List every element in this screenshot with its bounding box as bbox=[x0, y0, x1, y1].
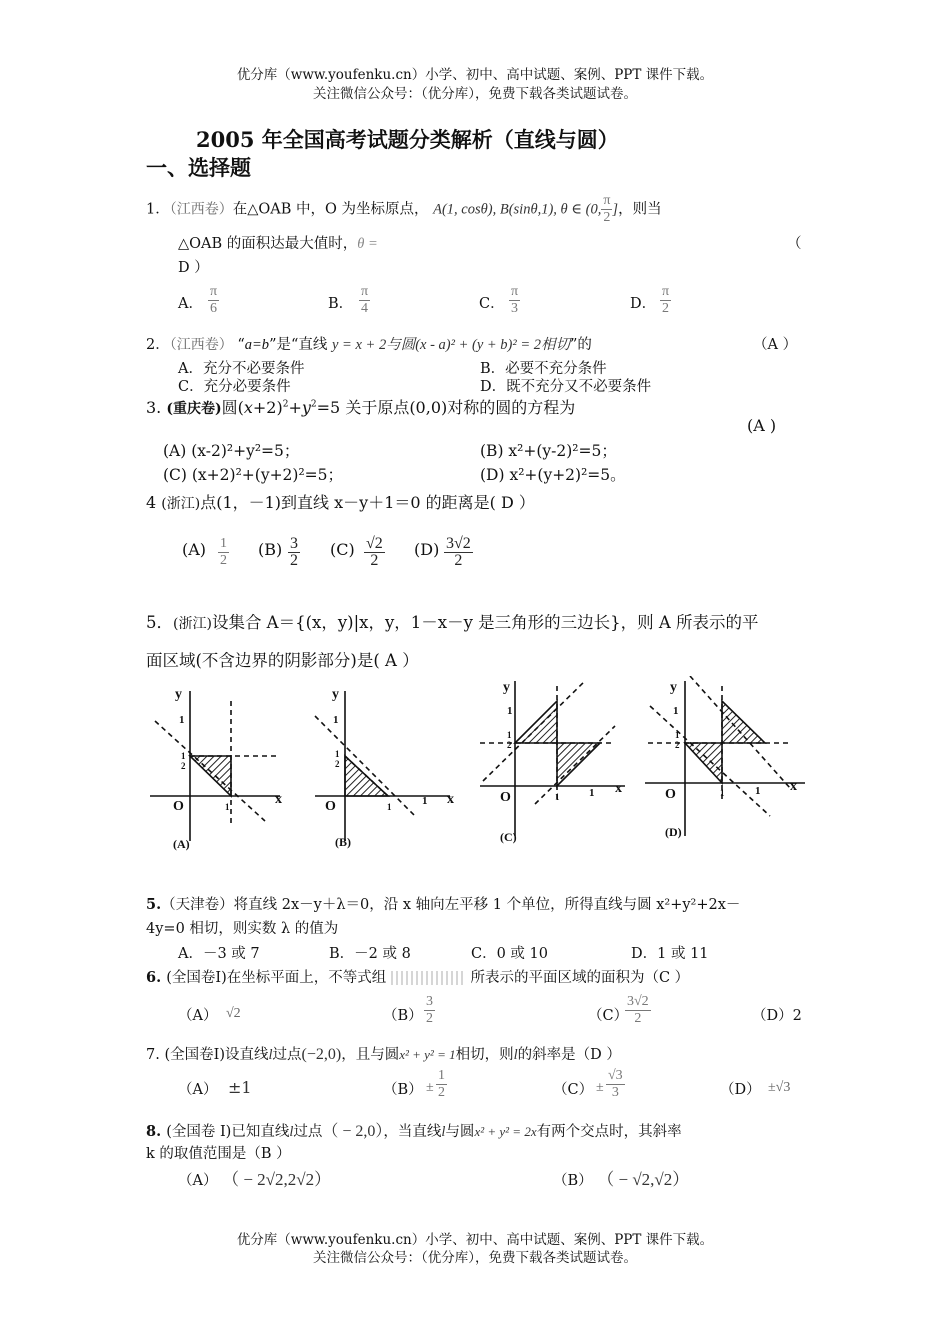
question-2 bbox=[146, 333, 592, 354]
fig-a-graph bbox=[150, 691, 280, 841]
q8-text-a: 已知直线 bbox=[231, 1124, 290, 1140]
q6-frac-c: $\frac{3√2}{2}$ bbox=[627, 994, 649, 1026]
fig-a-origin: O bbox=[173, 799, 184, 814]
q7-frac-b: $\frac{1}{2}$ bbox=[438, 1068, 445, 1100]
q6-text: 在坐标平面上，不等式组 bbox=[226, 970, 387, 986]
fig-b-xhalf: 1 bbox=[387, 802, 392, 812]
q7-opt-b: （B） bbox=[383, 1082, 423, 1098]
q8-text-d: 与圆 bbox=[445, 1124, 475, 1140]
q1-text: 在△OAB 中，O 为坐标原点， bbox=[232, 201, 429, 218]
question-8 bbox=[146, 1118, 682, 1141]
q1-opt-c: C． bbox=[479, 296, 505, 312]
q3-opt-b: (B) x²+(y-2)²=5； bbox=[480, 442, 617, 460]
fig-a-half-den: 2 bbox=[181, 761, 186, 771]
q2-number: 2． bbox=[146, 337, 170, 353]
q6-opt-d: （D）2 bbox=[752, 1008, 802, 1024]
fig-b-label: (B) bbox=[335, 835, 351, 849]
q7-text-e: 的斜率是（D ） bbox=[517, 1047, 621, 1063]
q6-source: (全国卷Ⅰ) bbox=[166, 970, 227, 986]
fig-d-graph bbox=[645, 676, 805, 836]
q7-val-b-sign: ± bbox=[426, 1080, 434, 1095]
q1-opt-d: D． bbox=[630, 296, 657, 312]
q8-val-b: （ − √2,√2） bbox=[597, 1170, 690, 1189]
fig-d-label: (D) bbox=[665, 825, 682, 839]
q6-frac-b: $\frac{3}{2}$ bbox=[426, 994, 433, 1026]
fig-a-one: 1 bbox=[179, 714, 185, 726]
q8-l-2: l bbox=[441, 1124, 446, 1140]
fig-c-label: (C) bbox=[500, 830, 517, 844]
q8-opt-b: （B） bbox=[553, 1173, 593, 1189]
q7-opt-a: （A） bbox=[178, 1082, 218, 1098]
q1-answer: D ） bbox=[178, 260, 209, 276]
page-title: 2005 年全国高考试题分类解析（直线与圆） bbox=[196, 127, 619, 152]
question-1 bbox=[146, 193, 662, 226]
fig-c-graph bbox=[480, 681, 625, 836]
question-5 bbox=[146, 609, 759, 633]
fig-b-half-den: 2 bbox=[335, 759, 340, 769]
q1-paren: （ bbox=[787, 236, 802, 252]
fig-c-xhalf: 1 bbox=[555, 792, 560, 802]
q7-source: (全国卷Ⅰ) bbox=[164, 1047, 225, 1063]
q5b-number: 5. bbox=[146, 896, 162, 913]
q1-formula-end: ] bbox=[612, 201, 619, 218]
fig-c-origin: O bbox=[500, 790, 511, 805]
footer-line-1: 优分库（www.youfenku.cn）小学、初中、高中试题、案例、PPT 课件下载。 bbox=[236, 1232, 714, 1248]
q4-frac-c: $\frac{√2}{2}$ bbox=[366, 535, 383, 569]
q2-opt-c: C．充分必要条件 bbox=[178, 379, 291, 395]
q4-text: 点(1，－1)到直线 x－y＋1＝0 的距离是( D ） bbox=[200, 493, 535, 512]
q8-line-2: k 的取值范围是（B ） bbox=[146, 1146, 291, 1162]
q6-val-a: √2 bbox=[226, 1006, 241, 1021]
q2-stem-b: ”是“直线 bbox=[269, 337, 328, 353]
q4-opt-a: (A) bbox=[182, 540, 207, 559]
q5b-line-2: 4y=0 相切，则实数 λ 的值为 bbox=[146, 921, 339, 937]
fig-d-xhalf: 1 bbox=[720, 788, 725, 798]
q7-val-d: ±√3 bbox=[768, 1080, 791, 1095]
q1-formula: A(1, cosθ), B(sinθ,1), θ ∈ (0, bbox=[433, 201, 602, 218]
fig-b-origin: O bbox=[325, 799, 336, 814]
fig-a-half-num: 1 bbox=[181, 751, 186, 761]
q1-opt-b: B． bbox=[328, 296, 354, 312]
fig-d-origin: O bbox=[665, 787, 676, 802]
fig-c-one: 1 bbox=[507, 705, 513, 717]
q3-number: 3. bbox=[146, 398, 167, 417]
q8-source: (全国卷 I) bbox=[166, 1124, 232, 1140]
q5b-opt-d: D．1 或 11 bbox=[631, 946, 709, 962]
q3-text-f: =5 关于原点(0,0)对称的圆的方程为 bbox=[316, 398, 576, 417]
q4-frac-d: $\frac{3√2}{2}$ bbox=[446, 535, 471, 569]
section-heading: 一、选择题 bbox=[146, 155, 251, 180]
q5b-opt-b: B．－2 或 8 bbox=[329, 946, 411, 962]
q5b-text: 将直线 2x－y＋λ＝0，沿 x 轴向左平移 1 个单位，所得直线与圆 x²+y²+2x－ bbox=[233, 897, 741, 913]
q4-source: (浙江) bbox=[161, 496, 201, 512]
fig-b-xone: 1 bbox=[422, 795, 428, 807]
fig-b-y: y bbox=[332, 687, 339, 702]
q1-frac-b: $\frac{\pi}{4}$ bbox=[361, 284, 369, 316]
q2-answer: （A ） bbox=[753, 337, 798, 353]
fig-a-y: y bbox=[175, 687, 182, 702]
q1-frac-c: $\frac{\pi}{3}$ bbox=[511, 284, 519, 316]
fig-d-one: 1 bbox=[673, 705, 679, 717]
q1-line-2 bbox=[178, 232, 378, 253]
q5-line-2: 面区域(不含边界的阴影部分)是( A ） bbox=[146, 651, 419, 670]
q8-text-e: 有两个交点时，其斜率 bbox=[536, 1124, 682, 1140]
q6-system-brace bbox=[391, 971, 466, 985]
q7-frac-c: $\frac{√3}{3}$ bbox=[608, 1068, 623, 1100]
q7-val-c-sign: ± bbox=[596, 1080, 604, 1095]
q2-formula: y = x + 2与圆(x - a)² + (y + b)² = 2相切 bbox=[332, 337, 571, 353]
question-3: 3. (重庆卷)圆$(x+2)^2+y^2=5$ 关于原点(0,0)对称的圆的方程为 bbox=[146, 398, 576, 417]
q8-opt-a-row bbox=[178, 1165, 331, 1190]
q7-opt-d: （D） bbox=[720, 1082, 761, 1098]
q2-opt-b: B．必要不充分条件 bbox=[480, 361, 607, 377]
q3-text-a: 圆( bbox=[221, 398, 244, 417]
q7-text-d: 相切，则 bbox=[455, 1047, 514, 1063]
q7-point: (−2,0) bbox=[301, 1046, 342, 1063]
q8-text-c: ，当直线 bbox=[383, 1124, 442, 1140]
fig-d-xone: 1 bbox=[755, 785, 761, 797]
q6-options bbox=[178, 994, 828, 1040]
fig-c-xone: 1 bbox=[589, 787, 595, 799]
q1-number: 1． bbox=[146, 201, 170, 218]
q7-number: 7. bbox=[146, 1047, 165, 1063]
q2-stem-c: ”的 bbox=[570, 337, 592, 353]
q1-frac-d: $\frac{\pi}{2}$ bbox=[662, 284, 670, 316]
q8-opt-a: （A） bbox=[178, 1173, 218, 1189]
q7-opt-c: （C） bbox=[553, 1082, 594, 1098]
q7-options bbox=[178, 1068, 828, 1112]
q1-frac-a: $\frac{\pi}{6}$ bbox=[210, 284, 218, 316]
q8-opt-b-row bbox=[553, 1165, 689, 1190]
fig-a-label: (A) bbox=[173, 837, 190, 851]
fig-b-one: 1 bbox=[333, 714, 339, 726]
q3-answer: (A ) bbox=[747, 416, 777, 435]
q7-text-c: ，且与圆 bbox=[341, 1047, 400, 1063]
q7-l-2: l bbox=[513, 1047, 518, 1063]
q2-stem-a: “ bbox=[237, 337, 245, 353]
header-line-1: 优分库（www.youfenku.cn）小学、初中、高中试题、案例、PPT 课件下载。 bbox=[236, 67, 714, 83]
q7-val-a: ±1 bbox=[228, 1078, 252, 1097]
fig-c-half-den: 2 bbox=[507, 740, 512, 750]
fig-d-x: x bbox=[790, 779, 797, 794]
q7-l: l bbox=[268, 1047, 273, 1063]
q4-opt-c: (C) bbox=[330, 540, 355, 559]
fig-a-x: x bbox=[275, 792, 282, 807]
q5-text: 设集合 A＝{(x，y)|x，y，1－x－y 是三角形的三边长}，则 A 所表示的平 bbox=[211, 613, 759, 632]
fig-d-half-num: 1 bbox=[675, 730, 680, 740]
q1-opt-a: A． bbox=[178, 296, 203, 312]
q6-opt-c: （C） bbox=[588, 1008, 629, 1024]
q5-number: 5． bbox=[146, 613, 173, 632]
q3-opt-a: (A) (x-2)²+y²=5； bbox=[163, 442, 300, 460]
q1-pi-over-2: $\frac{\pi}{2}$ bbox=[603, 193, 611, 225]
q6-number: 6. bbox=[146, 969, 167, 986]
q3-source: (重庆卷) bbox=[166, 401, 222, 417]
q5-figures bbox=[145, 676, 815, 861]
q8-l: l bbox=[289, 1124, 294, 1140]
q7-text-a: 设直线 bbox=[225, 1047, 269, 1063]
q5b-opt-c: C．0 或 10 bbox=[471, 946, 548, 962]
q5b-source: （天津卷） bbox=[161, 897, 234, 913]
q7-circle: x² + y² = 1 bbox=[399, 1047, 456, 1062]
q2-opt-a: A．充分不必要条件 bbox=[178, 361, 305, 377]
q3-var-x: x bbox=[243, 398, 253, 417]
fig-b-half-num: 1 bbox=[335, 749, 340, 759]
question-6 bbox=[146, 966, 689, 987]
q1-line2-text: △OAB 的面积达最大值时， bbox=[178, 236, 358, 252]
fig-d-half-den: 2 bbox=[675, 740, 680, 750]
q4-opt-d: (D) bbox=[414, 540, 440, 559]
fig-c-y: y bbox=[503, 680, 510, 695]
fig-a-xhalf: 1 bbox=[225, 802, 230, 812]
q6-text-2: 所表示的平面区域的面积为（C ） bbox=[470, 970, 690, 986]
q3-var-y: y bbox=[301, 398, 311, 417]
q5b-opt-a: A．－3 或 7 bbox=[178, 946, 260, 962]
fig-d-y: y bbox=[670, 680, 677, 695]
q2-source: （江西卷） bbox=[169, 338, 233, 353]
q8-circle: x² + y² = 2x bbox=[474, 1124, 537, 1139]
q4-frac-a: $\frac{1}{2}$ bbox=[220, 536, 227, 568]
fig-c-half-num: 1 bbox=[507, 730, 512, 740]
header-line-2: 关注微信公众号：（优分库），免费下载各类试题试卷。 bbox=[313, 86, 637, 102]
q6-opt-b: （B） bbox=[383, 1008, 423, 1024]
question-4 bbox=[146, 490, 535, 513]
q8-text-b: 过点 bbox=[293, 1124, 323, 1140]
q2-opt-d: D．既不充分又不必要条件 bbox=[480, 379, 652, 395]
q3-text-c: +2) bbox=[252, 398, 283, 417]
q3-text-d: + bbox=[288, 398, 302, 417]
q1-theta-eq: θ = bbox=[357, 236, 378, 252]
q4-number: 4 bbox=[146, 493, 162, 512]
q5-source: (浙江) bbox=[173, 616, 212, 632]
question-5b bbox=[146, 893, 740, 914]
q8-number: 8. bbox=[146, 1123, 167, 1140]
question-7 bbox=[146, 1043, 621, 1064]
q1-source: （江西卷） bbox=[169, 202, 233, 218]
q4-frac-b: $\frac{3}{2}$ bbox=[290, 535, 298, 569]
fig-b-x: x bbox=[447, 792, 454, 807]
q8-val-a: （ − 2√2,2√2） bbox=[222, 1170, 332, 1189]
fig-c-x: x bbox=[615, 781, 622, 796]
footer-line-2: 关注微信公众号：（优分库），免费下载各类试题试卷。 bbox=[313, 1250, 637, 1266]
q7-text-b: 过点 bbox=[272, 1047, 302, 1063]
q3-opt-c: (C) (x+2)²+(y+2)²=5； bbox=[163, 466, 344, 484]
q2-stem-ab: a=b bbox=[244, 337, 270, 353]
q3-opt-d: (D) x²+(y+2)²=5。 bbox=[480, 466, 626, 484]
q1-tail: ，则当 bbox=[618, 201, 662, 218]
q8-point: （ − 2,0） bbox=[322, 1123, 384, 1140]
q4-opt-b: (B) bbox=[258, 540, 283, 559]
q6-opt-a: （A） bbox=[178, 1008, 218, 1024]
